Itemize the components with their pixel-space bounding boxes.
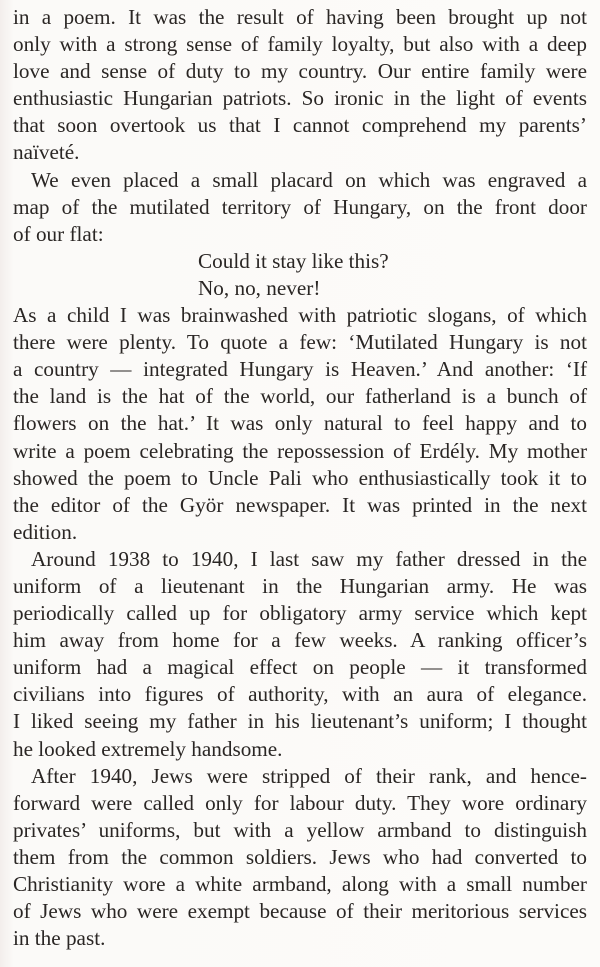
- verse-line: Could it stay like this?: [198, 248, 389, 273]
- paragraph: [13, 4, 587, 167]
- text-line: he looked extremely handsome.: [13, 736, 283, 761]
- paragraph: [13, 546, 587, 763]
- text-line: civilians into figures of authority, with an aura of elegance.: [13, 682, 587, 707]
- text-line: As a child I was brainwashed with patriotic slogans, of which: [13, 303, 587, 328]
- text-line: We even placed a small placard on which was engraved a: [31, 167, 587, 192]
- text-line: I liked seeing my father in his lieutenant’s uniform; I thought: [13, 709, 587, 734]
- text-line: edition.: [13, 519, 78, 544]
- text-line: uniform of a lieutenant in the Hungarian army. He was: [13, 573, 587, 598]
- text-line: Christianity wore a white armband, along with a small number: [13, 872, 587, 896]
- verse-line: No, no, never!: [198, 275, 321, 300]
- paragraph: [13, 763, 587, 953]
- text-line: only with a strong sense of family loyalty, but also with a deep: [13, 32, 587, 57]
- paragraph: [13, 302, 587, 546]
- text-line: a country — integrated Hungary is Heaven.’ And another: ‘If: [13, 357, 587, 382]
- text-line: them from the common soldiers. Jews who had converted to: [13, 844, 587, 869]
- text-line: in a poem. It was the result of having been brought up not: [13, 5, 587, 29]
- paragraph: [13, 167, 587, 248]
- text-line: periodically called up for obligatory army service which kept: [13, 601, 587, 626]
- text-line: Around 1938 to 1940, I last saw my father dressed in the: [31, 546, 587, 571]
- text-line: naïveté.: [13, 140, 80, 165]
- text-line: that soon overtook us that I cannot comprehend my parents’: [13, 113, 587, 138]
- text-line: the land is the hat of the world, our fatherland is a bunch of: [13, 384, 587, 409]
- text-line: in the past.: [13, 926, 106, 951]
- text-line: flowers on the hat.’ It was only natural to feel happy and to: [13, 411, 587, 436]
- text-line: privates’ uniforms, but with a yellow armband to distinguish: [13, 817, 587, 842]
- text-line: there were plenty. To quote a few: ‘Mutilated Hungary is not: [13, 330, 587, 355]
- text-line: the editor of the Györ newspaper. It was printed in the next: [13, 492, 587, 517]
- text-line: showed the poem to Uncle Pali who enthusiastically took it to: [13, 465, 587, 490]
- text-line: write a poem celebrating the repossession of Erdély. My mother: [13, 438, 587, 463]
- text-line: of Jews who were exempt because of their meritorious services: [13, 899, 587, 924]
- text-line: forward were called only for labour duty. They wore ordinary: [13, 790, 587, 815]
- text-line: enthusiastic Hungarian patriots. So ironic in the light of events: [13, 86, 587, 111]
- page-body: [13, 4, 587, 952]
- text-line: map of the mutilated territory of Hungary, on the front door: [13, 194, 587, 219]
- text-line: uniform had a magical effect on people — it transformed: [13, 655, 587, 680]
- text-line: After 1940, Jews were stripped of their rank, and hence-: [31, 763, 587, 788]
- verse-quote: [13, 248, 587, 302]
- text-line: of our flat:: [13, 221, 104, 246]
- text-line: love and sense of duty to my country. Our entire family were: [13, 59, 587, 84]
- text-line: him away from home for a few weeks. A ranking officer’s: [13, 628, 587, 653]
